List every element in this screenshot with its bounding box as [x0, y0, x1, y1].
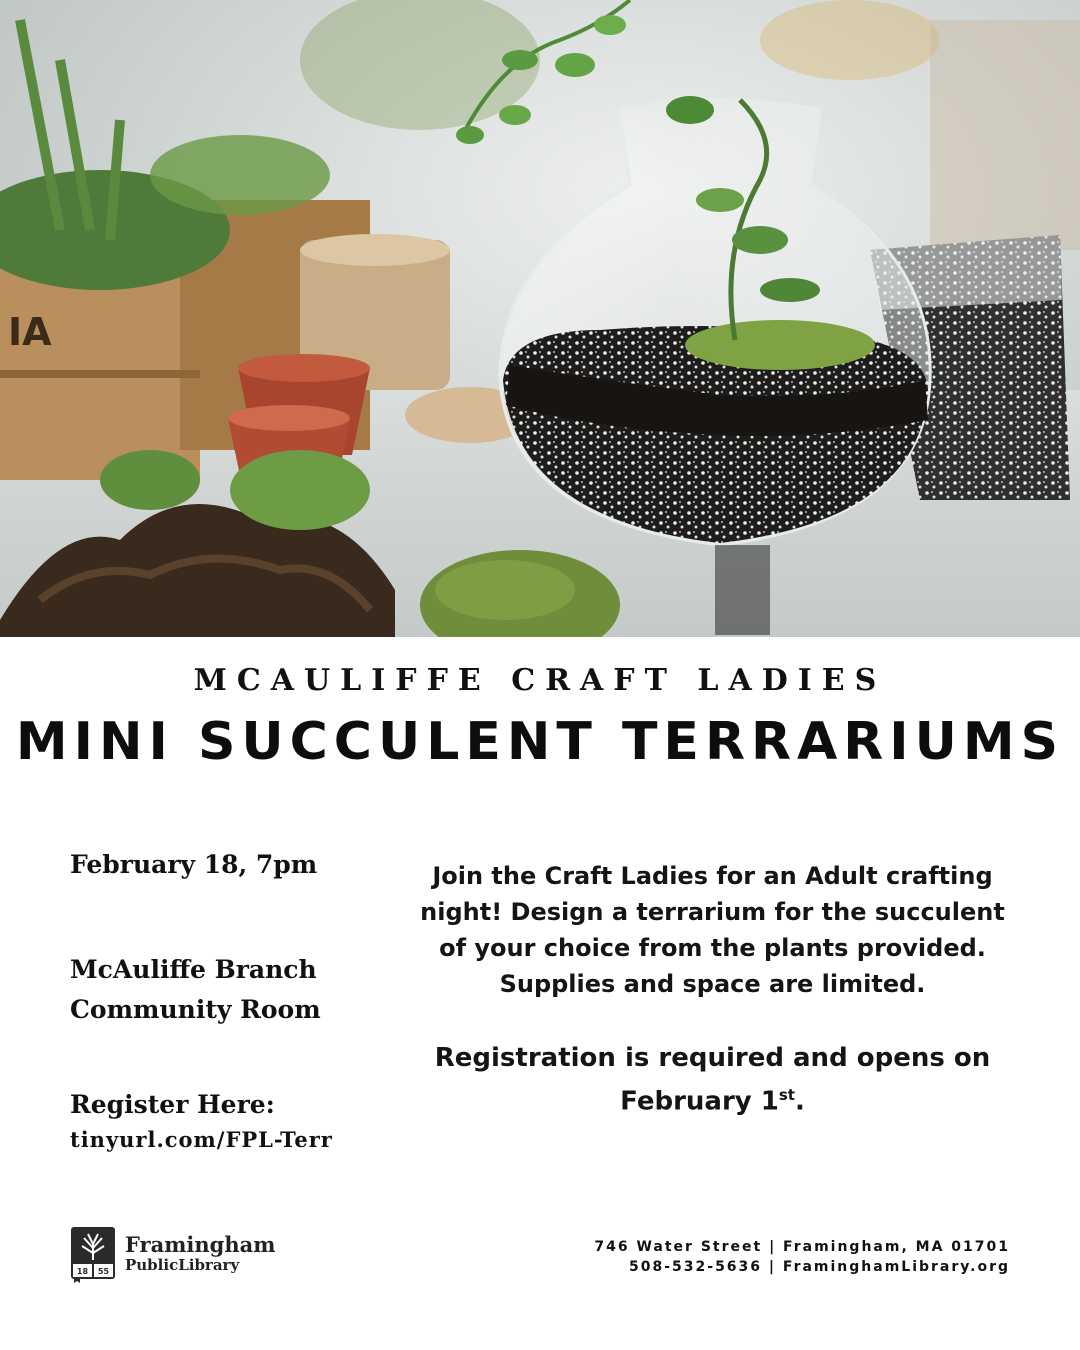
logo-year-right: 55 — [97, 1267, 110, 1276]
hero-photo — [0, 0, 1080, 637]
registration-line-1: Registration is required and opens on — [434, 1043, 991, 1073]
registration-period: . — [794, 1086, 805, 1117]
venue-line-1: McAuliffe Branch — [70, 955, 317, 984]
description-line-3: of your choice from the plants provided. — [439, 934, 986, 962]
event-kicker: MCAULIFFE CRAFT LADIES — [193, 663, 887, 698]
registration-note — [415, 1040, 1010, 1121]
library-name-line-1: Framingham — [125, 1232, 276, 1257]
svg-text:IA: IA — [8, 310, 52, 354]
library-logo[interactable] — [70, 1226, 275, 1284]
library-contact — [594, 1237, 1010, 1277]
venue-line-2: Community Room — [70, 995, 321, 1024]
registration-line-2 — [415, 1077, 1010, 1121]
library-address: 746 Water Street | Framingham, MA 01701 — [594, 1239, 1010, 1255]
registration-date: February 1 — [620, 1086, 779, 1117]
event-description — [415, 858, 1010, 1002]
description-line-2: night! Design a terrarium for the succulent — [420, 898, 1005, 926]
register-label: Register Here: — [70, 1090, 275, 1119]
event-venue — [70, 950, 321, 1030]
register-link[interactable]: tinyurl.com/FPL-Terr — [70, 1127, 333, 1152]
event-date: February 18, 7pm — [70, 850, 318, 879]
registration-date-suffix: st — [778, 1086, 795, 1104]
tree-book-icon — [70, 1226, 116, 1284]
library-name — [125, 1232, 276, 1275]
logo-year-left: 18 — [76, 1267, 89, 1276]
library-phone-web[interactable]: 508-532-5636 | FraminghamLibrary.org — [629, 1259, 1010, 1275]
description-line-1: Join the Craft Ladies for an Adult crafting — [432, 862, 993, 890]
terrarium-illustration — [0, 0, 1080, 637]
description-line-4: Supplies and space are limited. — [499, 970, 926, 998]
library-name-line-2: PublicLibrary — [125, 1256, 240, 1274]
event-title: MINI SUCCULENT TERRARIUMS — [15, 712, 1065, 772]
